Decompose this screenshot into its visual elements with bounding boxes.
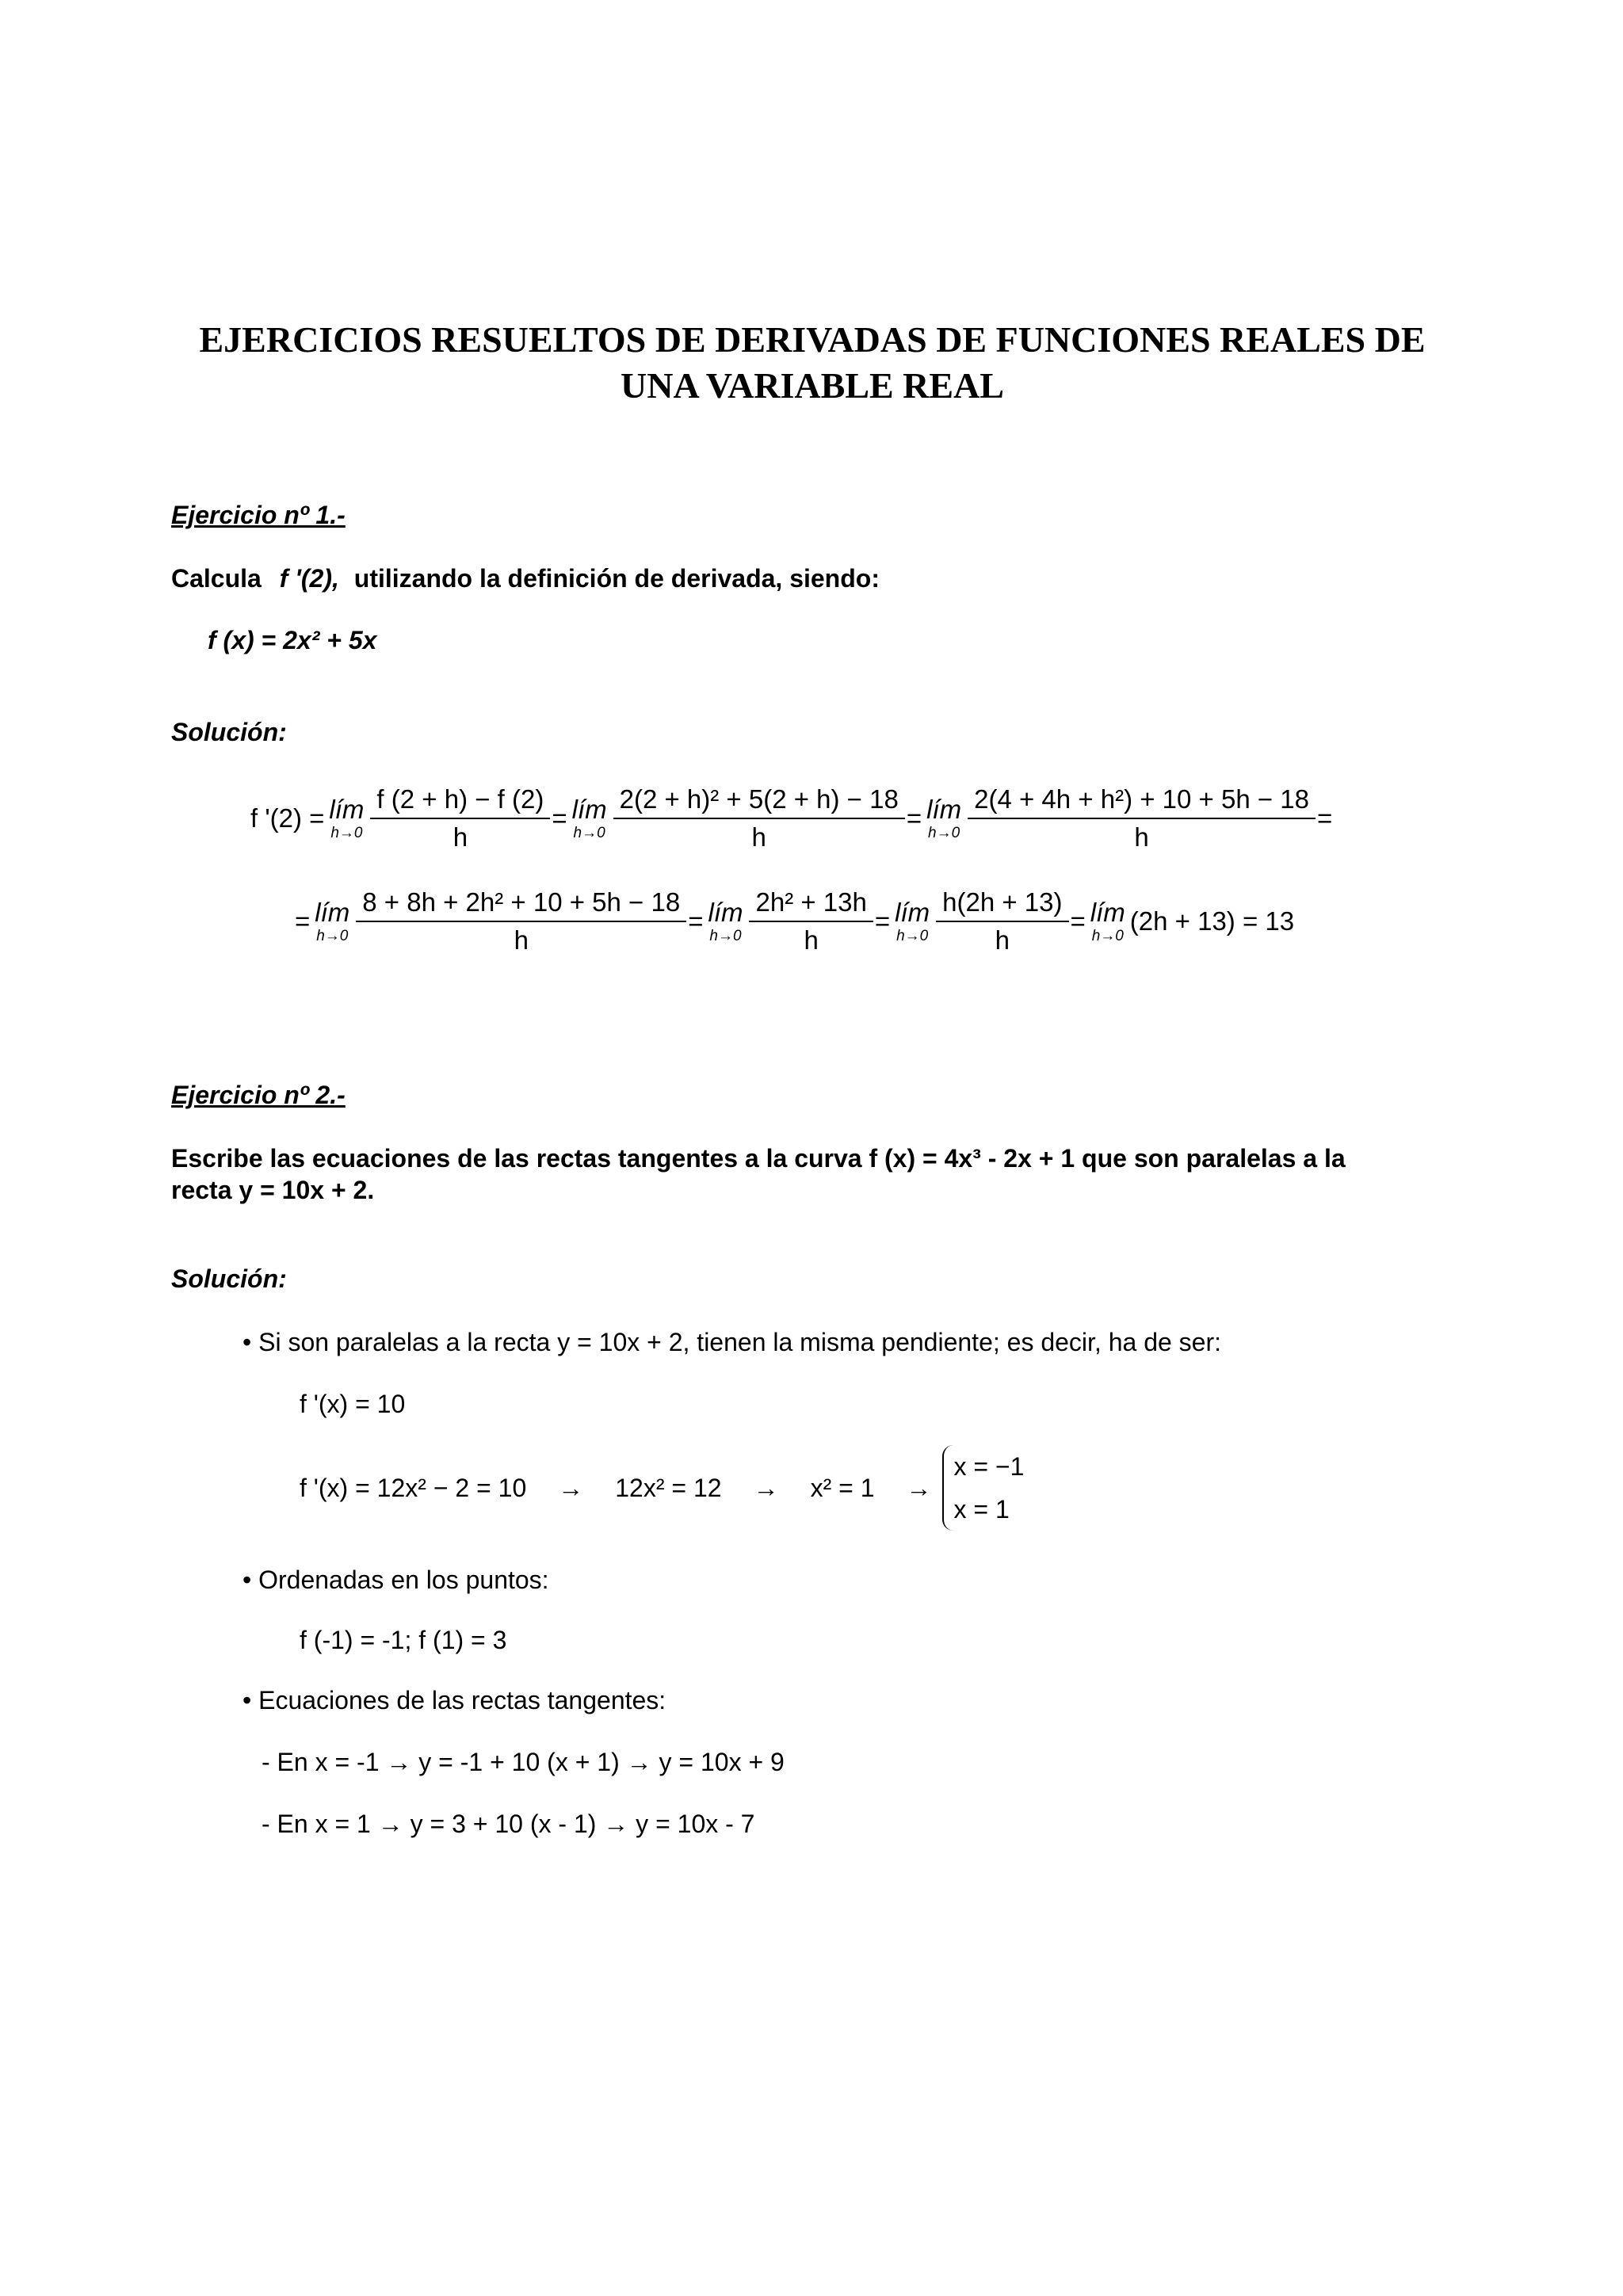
exercise-2-statement xyxy=(171,1142,1455,1206)
limit-word: lím xyxy=(329,795,365,824)
exercise-1-statement xyxy=(171,564,880,593)
title-line-2: UNA VARIABLE REAL xyxy=(621,365,1004,406)
fraction-4-numerator: 8 + 8h + 2h² + 10 + 5h − 18 xyxy=(362,887,681,917)
fraction-5 xyxy=(752,887,869,955)
limit-3 xyxy=(926,795,961,842)
limit-6 xyxy=(895,898,930,945)
bullet-dot-icon: • xyxy=(242,1686,252,1714)
exercise-1-solution-label: Solución: xyxy=(171,718,287,746)
limit-word: lím xyxy=(571,795,607,824)
bullet-dot-icon: • xyxy=(242,1566,252,1594)
ordinates-values: f (-1) = -1; f (1) = 3 xyxy=(300,1626,507,1654)
arrow-1: → xyxy=(558,1473,584,1502)
tangent-line-1: - En x = -1 → y = -1 + 10 (x + 1) → y = 10x + 9 xyxy=(262,1748,785,1776)
limit-sub: h→0 xyxy=(928,825,960,841)
fraction-6 xyxy=(939,887,1065,955)
solution-brace xyxy=(942,1445,1024,1531)
equals-5: = xyxy=(688,906,704,936)
limit-sub: h→0 xyxy=(1091,928,1124,944)
arrow-2: → xyxy=(753,1473,779,1502)
fraction-1-denominator: h xyxy=(370,818,550,852)
equation-solve xyxy=(300,1445,1024,1531)
fraction-6-denominator: h xyxy=(936,921,1068,955)
statement-prefix: Calcula xyxy=(171,564,262,593)
fraction-4 xyxy=(359,887,683,955)
limit-sub: h→0 xyxy=(330,825,363,841)
equals-4: = xyxy=(295,906,311,936)
bullet-dot-icon: • xyxy=(242,1328,252,1356)
bullet-1 xyxy=(242,1328,1221,1357)
limit-5 xyxy=(708,898,743,945)
fraction-1-numerator: f (2 + h) − f (2) xyxy=(376,784,544,814)
limit-sub: h→0 xyxy=(709,928,742,944)
fraction-2-denominator: h xyxy=(613,818,905,852)
equation-f-prime: f '(x) = 10 xyxy=(300,1390,406,1418)
equals-2: = xyxy=(906,803,922,833)
solution-x-pos: x = 1 xyxy=(953,1495,1010,1524)
derivation-line-1 xyxy=(250,784,1332,852)
bullet-3 xyxy=(242,1686,666,1715)
title-line-1: EJERCICIOS RESUELTOS DE DERIVADAS DE FUNCIONES REALES DE xyxy=(199,319,1426,360)
fraction-4-denominator: h xyxy=(356,921,686,955)
statement-func: f '(2), xyxy=(279,564,339,593)
limit-sub: h→0 xyxy=(573,825,605,841)
fraction-3-numerator: 2(4 + 4h + h²) + 10 + 5h − 18 xyxy=(974,784,1310,814)
fraction-2-numerator: 2(2 + h)² + 5(2 + h) − 18 xyxy=(619,784,899,814)
fraction-3 xyxy=(971,784,1312,852)
limit-sub: h→0 xyxy=(896,928,929,944)
bullet-2-text: Ordenadas en los puntos: xyxy=(258,1566,549,1594)
statement-suffix: utilizando la definición de derivada, siendo: xyxy=(353,564,880,593)
limit-2 xyxy=(572,795,607,842)
solution-x-neg: x = −1 xyxy=(953,1452,1025,1481)
bullet-1-text: Si son paralelas a la recta y = 10x + 2, tienen la misma pendiente; es decir, ha de ser: xyxy=(258,1328,1222,1356)
statement-line-2: recta y = 10x + 2. xyxy=(171,1176,375,1204)
equals-3: = xyxy=(1317,803,1333,833)
fraction-2 xyxy=(617,784,902,852)
bullet-3-text: Ecuaciones de las rectas tangentes: xyxy=(258,1686,666,1714)
fraction-5-numerator: 2h² + 13h xyxy=(755,887,867,917)
document-title xyxy=(143,317,1482,409)
equation-part-a: f '(x) = 12x² − 2 = 10 xyxy=(300,1473,527,1502)
bullet-2 xyxy=(242,1566,549,1595)
fraction-1 xyxy=(373,784,547,852)
exercise-1-heading: Ejercicio nº 1.- xyxy=(171,501,346,529)
fraction-6-numerator: h(2h + 13) xyxy=(942,887,1063,917)
limit-7 xyxy=(1090,898,1125,945)
limit-sub: h→0 xyxy=(316,928,349,944)
arrow-3: → xyxy=(906,1473,932,1502)
derivation-line-2 xyxy=(295,887,1294,955)
fraction-3-denominator: h xyxy=(968,818,1316,852)
final-result: (2h + 13) = 13 xyxy=(1129,906,1295,936)
exercise-1-function: f (x) = 2x² + 5x xyxy=(208,626,377,654)
exercise-2-solution-label: Solución: xyxy=(171,1264,287,1293)
limit-word: lím xyxy=(1090,898,1125,927)
limit-1 xyxy=(329,795,364,842)
statement-line-1: Escribe las ecuaciones de las rectas tangentes a la curva f (x) = 4x³ - 2x + 1 que son paralelas a la xyxy=(171,1144,1346,1173)
limit-word: lím xyxy=(708,898,743,927)
equals-1: = xyxy=(552,803,567,833)
limit-4 xyxy=(315,898,349,945)
equation-part-b: 12x² = 12 xyxy=(615,1473,722,1502)
limit-word: lím xyxy=(926,795,962,824)
exercise-2-heading: Ejercicio nº 2.- xyxy=(171,1081,346,1109)
fraction-5-denominator: h xyxy=(749,921,873,955)
tangent-line-2: - En x = 1 → y = 3 + 10 (x - 1) → y = 10x - 7 xyxy=(262,1810,755,1838)
equals-6: = xyxy=(874,906,891,936)
limit-word: lím xyxy=(895,898,930,927)
derivative-lhs: f '(2) = xyxy=(250,803,325,833)
limit-word: lím xyxy=(315,898,350,927)
equals-7: = xyxy=(1070,906,1086,936)
equation-part-c: x² = 1 xyxy=(810,1473,875,1502)
